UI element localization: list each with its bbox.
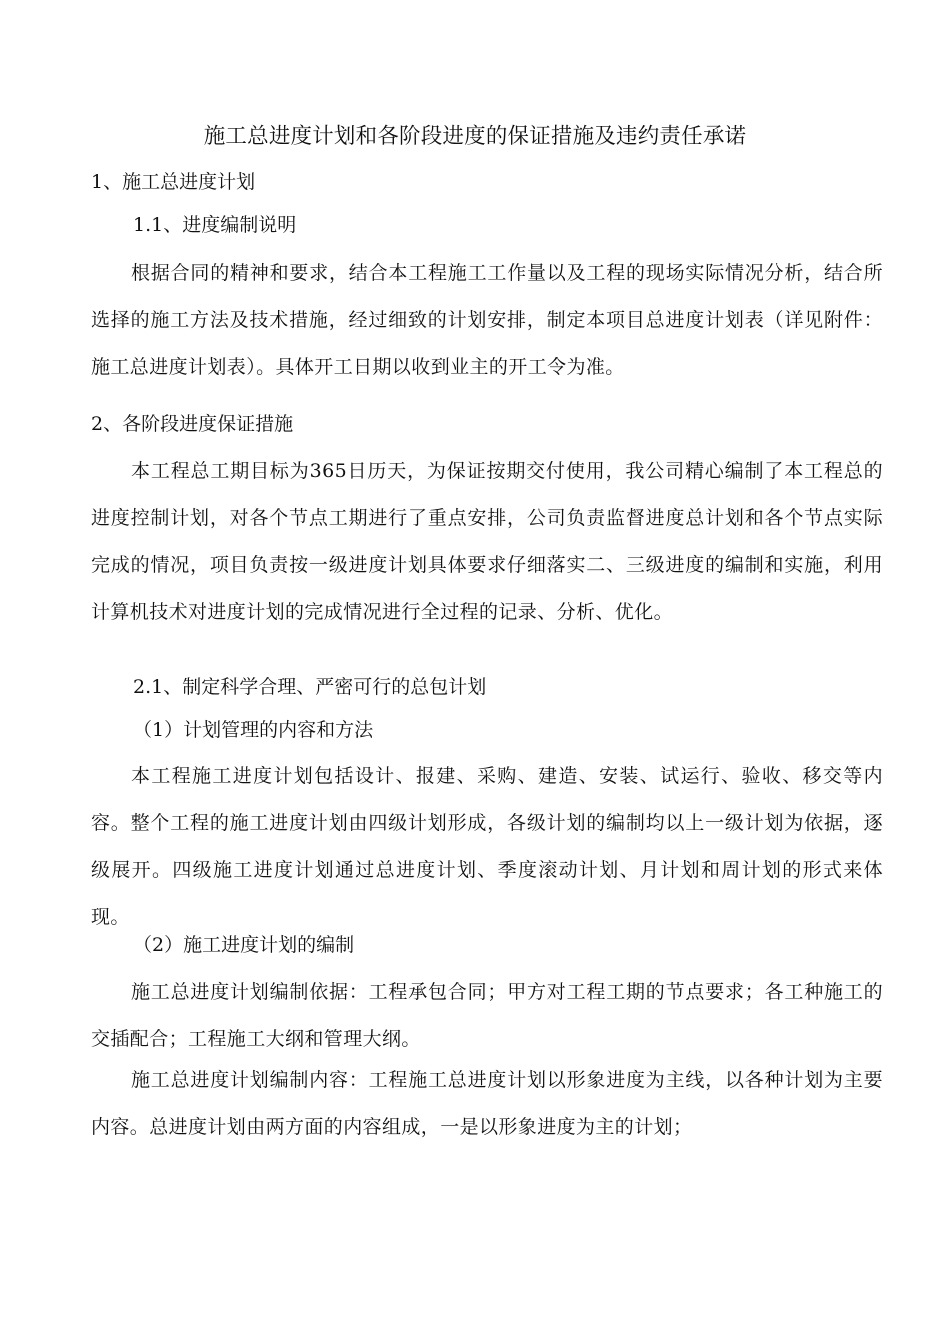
- subsection-heading-2-1: 2.1、制定科学合理、严密可行的总包计划: [133, 676, 487, 698]
- paragraph-schedule-description: 根据合同的精神和要求，结合本工程施工工作量以及工程的现场实际情况分析，结合所选择的施工方法及技术措施，经过细致的计划安排，制定本项目总进度计划表（详见附件：施工总进度计划表）。具体开工日期以收到业主的开工令为准。: [91, 262, 883, 378]
- subsection-heading-1-1: 1.1、进度编制说明: [133, 214, 297, 236]
- item-heading-plan-management: （1）计划管理的内容和方法: [133, 719, 374, 741]
- item-heading-plan-compilation: （2）施工进度计划的编制: [133, 934, 355, 956]
- section-heading-1: 1、施工总进度计划: [91, 171, 256, 193]
- section-heading-2: 2、各阶段进度保证措施: [91, 413, 294, 435]
- paragraph-plan-content: 本工程施工进度计划包括设计、报建、采购、建造、安装、试运行、验收、移交等内容。整个工程的施工进度计划由四级计划形成，各级计划的编制均以上一级计划为依据，逐级展开。四级施工进度计划通过总进度计划、季度滚动计划、月计划和周计划的形式来体现。: [91, 765, 883, 928]
- paragraph-compilation-content: 施工总进度计划编制内容：工程施工总进度计划以形象进度为主线，以各种计划为主要内容。总进度计划由两方面的内容组成，一是以形象进度为主的计划；: [91, 1069, 883, 1138]
- paragraph-compilation-basis: 施工总进度计划编制依据：工程承包合同；甲方对工程工期的节点要求；各工种施工的交插配合；工程施工大纲和管理大纲。: [91, 981, 883, 1050]
- paragraph-stage-measures: 本工程总工期目标为365日历天，为保证按期交付使用，我公司精心编制了本工程总的进度控制计划，对各个节点工期进行了重点安排，公司负责监督进度总计划和各个节点实际完成的情况，项目负责按一级进度计划具体要求仔细落实二、三级进度的编制和实施，利用计算机技术对进度计划的完成情况进行全过程的记录、分析、优化。: [91, 460, 883, 623]
- document-title: 施工总进度计划和各阶段进度的保证措施及违约责任承诺: [203, 124, 747, 149]
